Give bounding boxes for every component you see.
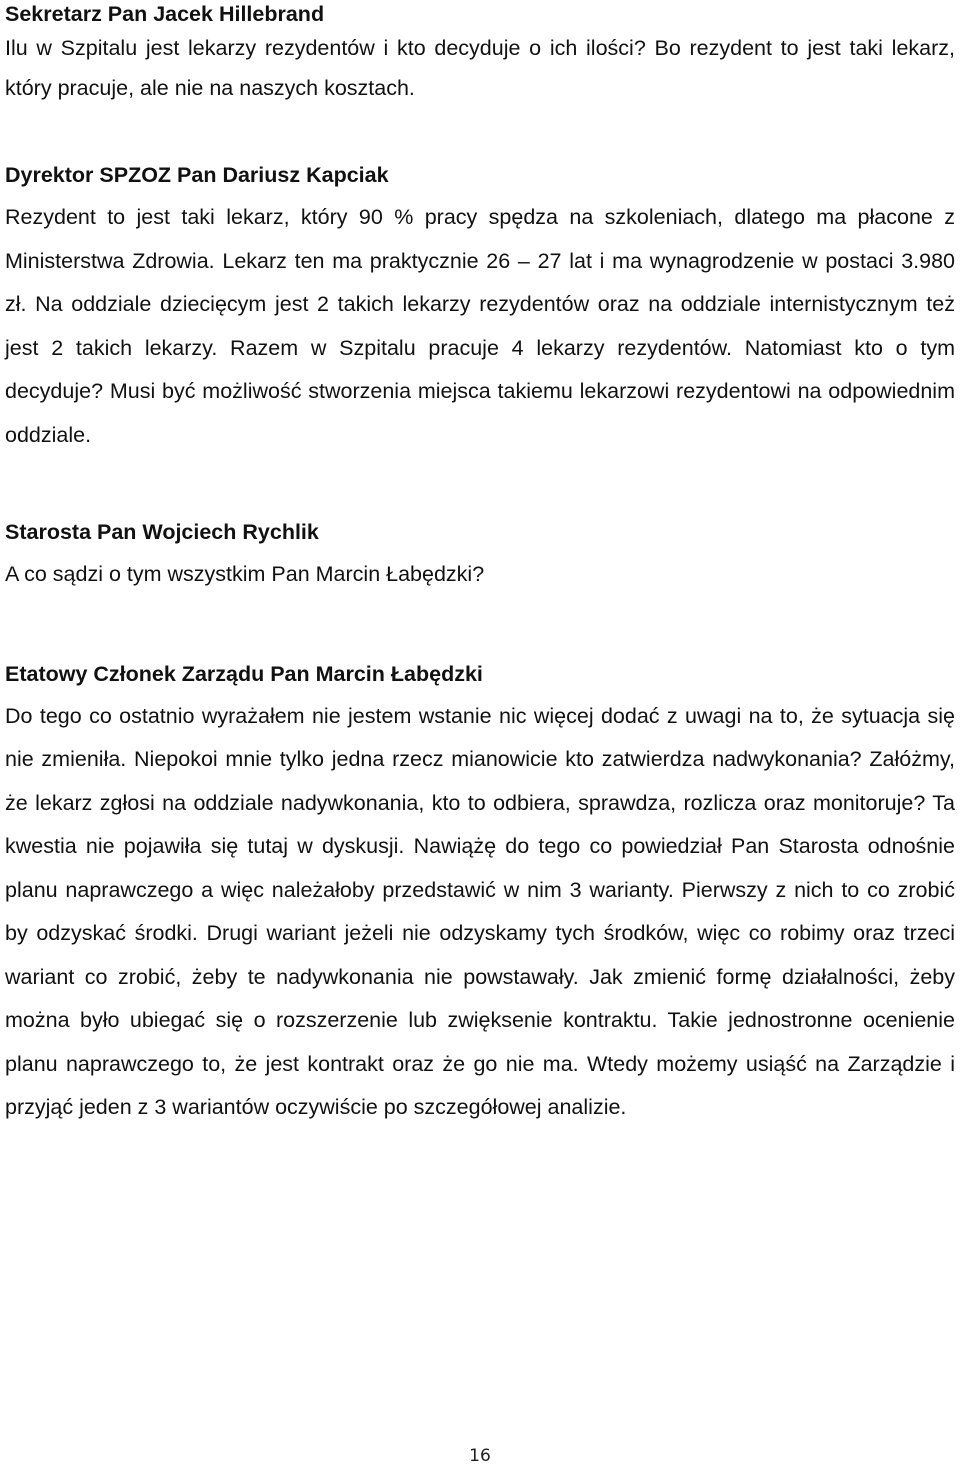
speech-paragraph: Do tego co ostatnio wyrażałem nie jestem wstanie nic więcej dodać z uwagi na to, że sytuacja się nie zmieniła. Niepokoi mnie tylko jedna rzecz mianowicie kto zatwierdza nadwykonania? Załóżmy, że lekarz zgłosi na oddziale nadywkonania, kto to odbiera, sprawdza, rozlicza oraz monitoruje? Ta kwestia nie pojawiła się tutaj w dyskusji. Nawiążę do tego co powiedział Pan Starosta odnośnie planu naprawczego a więc należałoby przedstawić w nim 3 warianty. Pierwszy z nich to co zrobić by odzyskać środki. Drugi wariant jeżeli nie odzyskamy tych środków, więc co robimy oraz trzeci wariant co zrobić, żeby te nadywkonania nie powstawały. Jak zmienić formę działalności, żeby można było ubiegać się o rozszerzenie lub zwięksenie kontraktu. Takie jednostronne ocenienie planu naprawczego to, że jest kontrakt oraz że go nie ma. Wtedy możemy usiąść na Zarządzie i przyjąć jeden z 3 wariantów oczywiście po szczegółowej analizie. <box>5 703 955 1119</box>
speech-paragraph: Rezydent to jest taki lekarz, który 90 % pracy spędza na szkoleniach, dlatego ma płacone z Ministerstwa Zdrowia. Lekarz ten ma praktycznie 26 – 27 lat i ma wynagrodzenie w postaci 3.980 zł. Na oddziale dziecięcym jest 2 takich lekarzy rezydentów oraz na oddziale internistycznym też jest 2 takich lekarzy. Razem w Szpitalu pracuje 4 lekarzy rezydentów. Natomiast kto o tym decyduje? Musi być możliwość stworzenia miejsca takiemu lekarzowi rezydentowi na odpowiednim oddziale. <box>5 205 955 447</box>
speech-paragraph: A co sądzi o tym wszystkim Pan Marcin Łabędzki? <box>5 562 485 586</box>
section-director <box>5 160 955 457</box>
speaker-heading: Etatowy Członek Zarządu Pan Marcin Łabędzki <box>5 661 483 686</box>
section-starosta <box>5 517 955 597</box>
speech-paragraph: Ilu w Szpitalu jest lekarzy rezydentów i kto decyduje o ich ilości? Bo rezydent to jest taki lekarz, który pracuje, ale nie na naszych kosztach. <box>5 36 955 100</box>
document-page <box>5 0 955 1130</box>
speaker-heading: Starosta Pan Wojciech Rychlik <box>5 520 319 544</box>
speaker-heading: Sekretarz Pan Jacek Hillebrand <box>5 2 325 26</box>
speaker-heading: Dyrektor SPZOZ Pan Dariusz Kapciak <box>5 163 389 187</box>
page-number: 16 <box>469 1446 491 1466</box>
section-secretary <box>5 0 955 108</box>
section-board-member <box>5 659 955 1130</box>
